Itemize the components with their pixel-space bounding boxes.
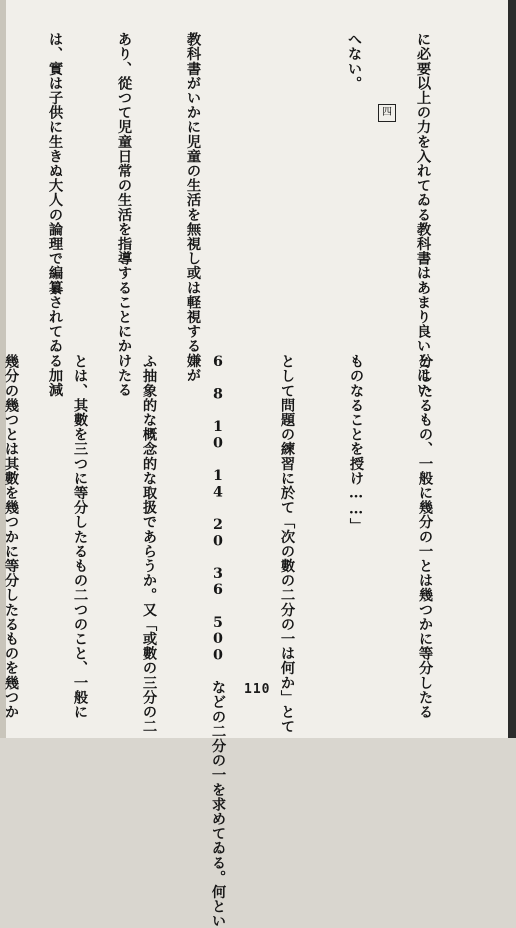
text-line: ふ抽象的な概念的な取扱であらうか。又「或數の三分の二 bbox=[141, 354, 157, 734]
upper-text-block bbox=[0, 32, 480, 397]
text-line: として問題の練習に於て「次の數の二分の一は何か」とて bbox=[279, 354, 295, 734]
text-line: 幾分の幾つとは其數を幾つかに等分したるものを幾つか bbox=[3, 354, 19, 719]
text-line: 分したるもの、一般に幾分の一とは幾つかに等分したる bbox=[417, 354, 433, 719]
text-line: 6 8 10 14 20 36 500 などの二分の一を求めてゐる。何とい bbox=[210, 354, 226, 928]
section-number-box: 四 bbox=[378, 104, 396, 122]
page-number: 110 bbox=[244, 682, 271, 697]
text-line: は、實は子供に生きぬ大人の論理で編纂されてゐる加減 bbox=[47, 32, 63, 397]
text-line: とは、其數を三つに等分したるもの二つのこと、一般に bbox=[72, 354, 88, 719]
text-line: に必要以上の力を入れてゐる教科書はあまり良いとはい bbox=[415, 32, 431, 397]
text-line: へない。 bbox=[346, 32, 362, 91]
text-line: 教科書がいかに児童の生活を無視し或は軽視する嫌が bbox=[185, 32, 201, 383]
text-line: あり、從つて児童日常の生活を指導することにかけたる bbox=[116, 32, 132, 397]
text-line: ものなることを授け……」 bbox=[348, 354, 364, 533]
